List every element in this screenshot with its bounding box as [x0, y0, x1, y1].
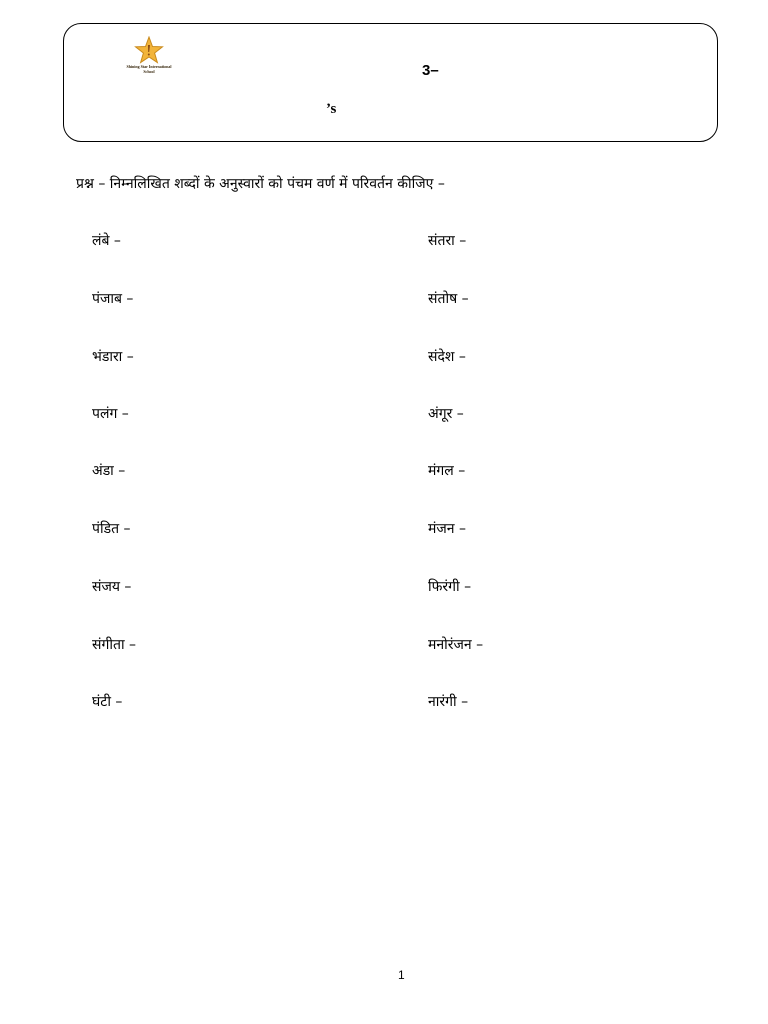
- star-logo-icon: [122, 36, 176, 66]
- word-item: पंजाब –: [92, 291, 134, 307]
- name-label: ’s: [326, 101, 337, 117]
- word-item: मंजन –: [428, 521, 466, 537]
- question-text: प्रश्न – निम्नलिखित शब्दों के अनुस्वारों को पंचम वर्ण में परिवर्तन कीजिए –: [76, 176, 445, 192]
- word-item: संतरा –: [428, 233, 467, 249]
- word-item: मनोरंजन –: [428, 637, 484, 653]
- grade-label: 3–: [422, 62, 439, 79]
- word-item: संतोष –: [428, 291, 469, 307]
- word-item: अंगूर –: [428, 406, 464, 422]
- logo-text: Shining Star International School: [126, 64, 172, 74]
- word-item: घंटी –: [92, 694, 123, 710]
- word-item: पलंग –: [92, 406, 129, 422]
- word-item: पंडित –: [92, 521, 131, 537]
- word-item: संगीता –: [92, 637, 137, 653]
- word-item: अंडा –: [92, 463, 126, 479]
- word-item: भंडारा –: [92, 349, 134, 365]
- word-item: संजय –: [92, 579, 132, 595]
- page-number: 1: [398, 968, 405, 982]
- word-item: संदेश –: [428, 349, 466, 365]
- word-item: मंगल –: [428, 463, 466, 479]
- word-item: नारंगी –: [428, 694, 469, 710]
- word-item: लंबे –: [92, 233, 121, 249]
- school-logo: [122, 36, 176, 78]
- word-item: फिरंगी –: [428, 579, 472, 595]
